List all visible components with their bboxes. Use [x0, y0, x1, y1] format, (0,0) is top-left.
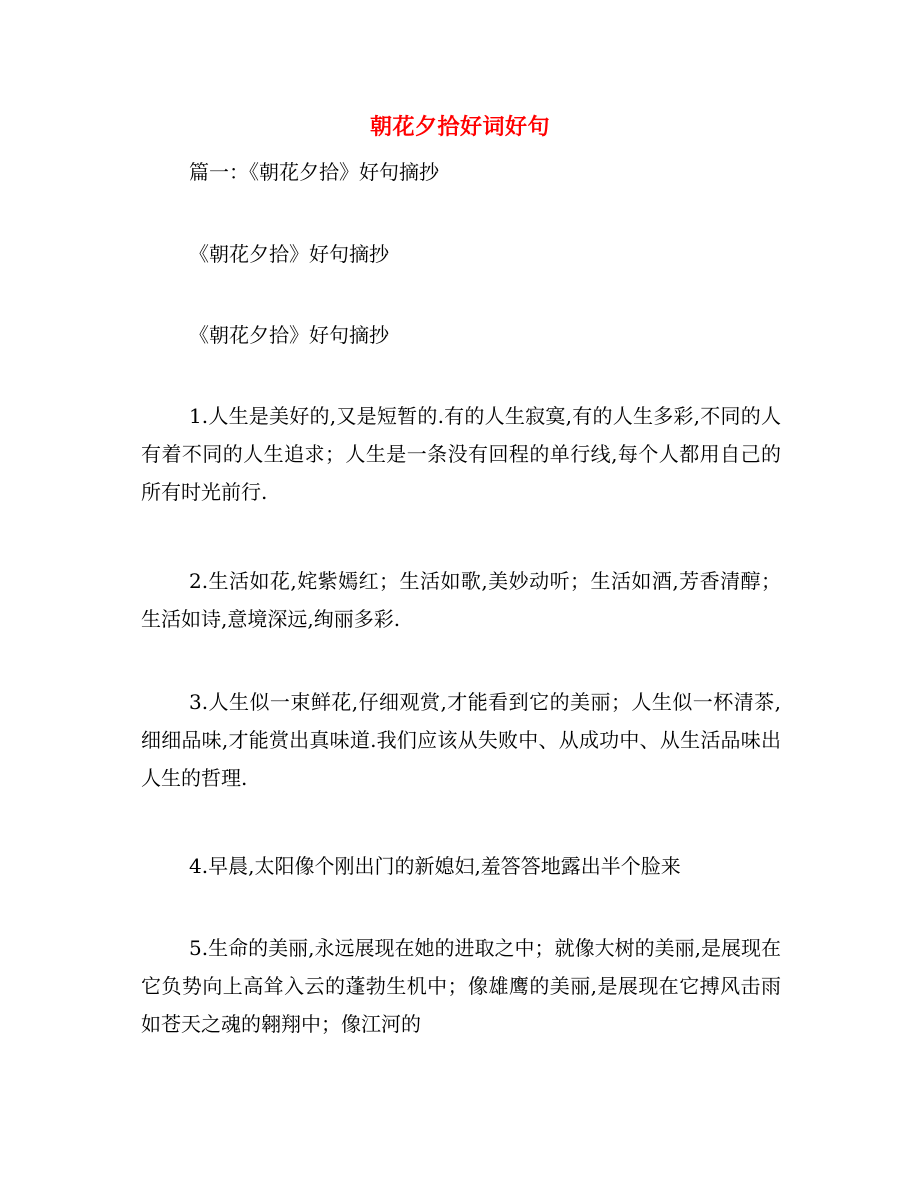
- section-heading: 篇一：《朝花夕拾》好句摘抄: [189, 160, 439, 184]
- document-title: 朝花夕拾好词好句: [369, 114, 550, 140]
- quote-item-1: 1.人生是美好的,又是短暂的.有的人生寂寞,有的人生多彩,不同的人有着不同的人生追求；人生是一条没有回程的单行线,每个人都用自己的所有时光前行.: [141, 404, 781, 504]
- quote-item-4: 4.早晨,太阳像个刚出门的新媳妇,羞答答地露出半个脸来: [189, 854, 681, 878]
- subheading-1: 《朝花夕拾》好句摘抄: [189, 242, 389, 266]
- subheading-2: 《朝花夕拾》好句摘抄: [189, 323, 389, 347]
- quote-item-5: 5.生命的美丽,永远展现在她的进取之中；就像大树的美丽,是展现在它负势向上高耸入云的蓬勃生机中；像雄鹰的美丽,是展现在它搏风击雨如苍天之魂的翱翔中；像江河的: [141, 936, 781, 1036]
- quote-item-2: 2.生活如花,姹紫嫣红；生活如歌,美妙动听；生活如酒,芳香清醇；生活如诗,意境深远,绚丽多彩.: [141, 569, 781, 631]
- quote-item-3: 3.人生似一束鲜花,仔细观赏,才能看到它的美丽；人生似一杯清茶,细细品味,才能赏出真味道.我们应该从失败中、从成功中、从生活品味出人生的哲理.: [141, 690, 781, 790]
